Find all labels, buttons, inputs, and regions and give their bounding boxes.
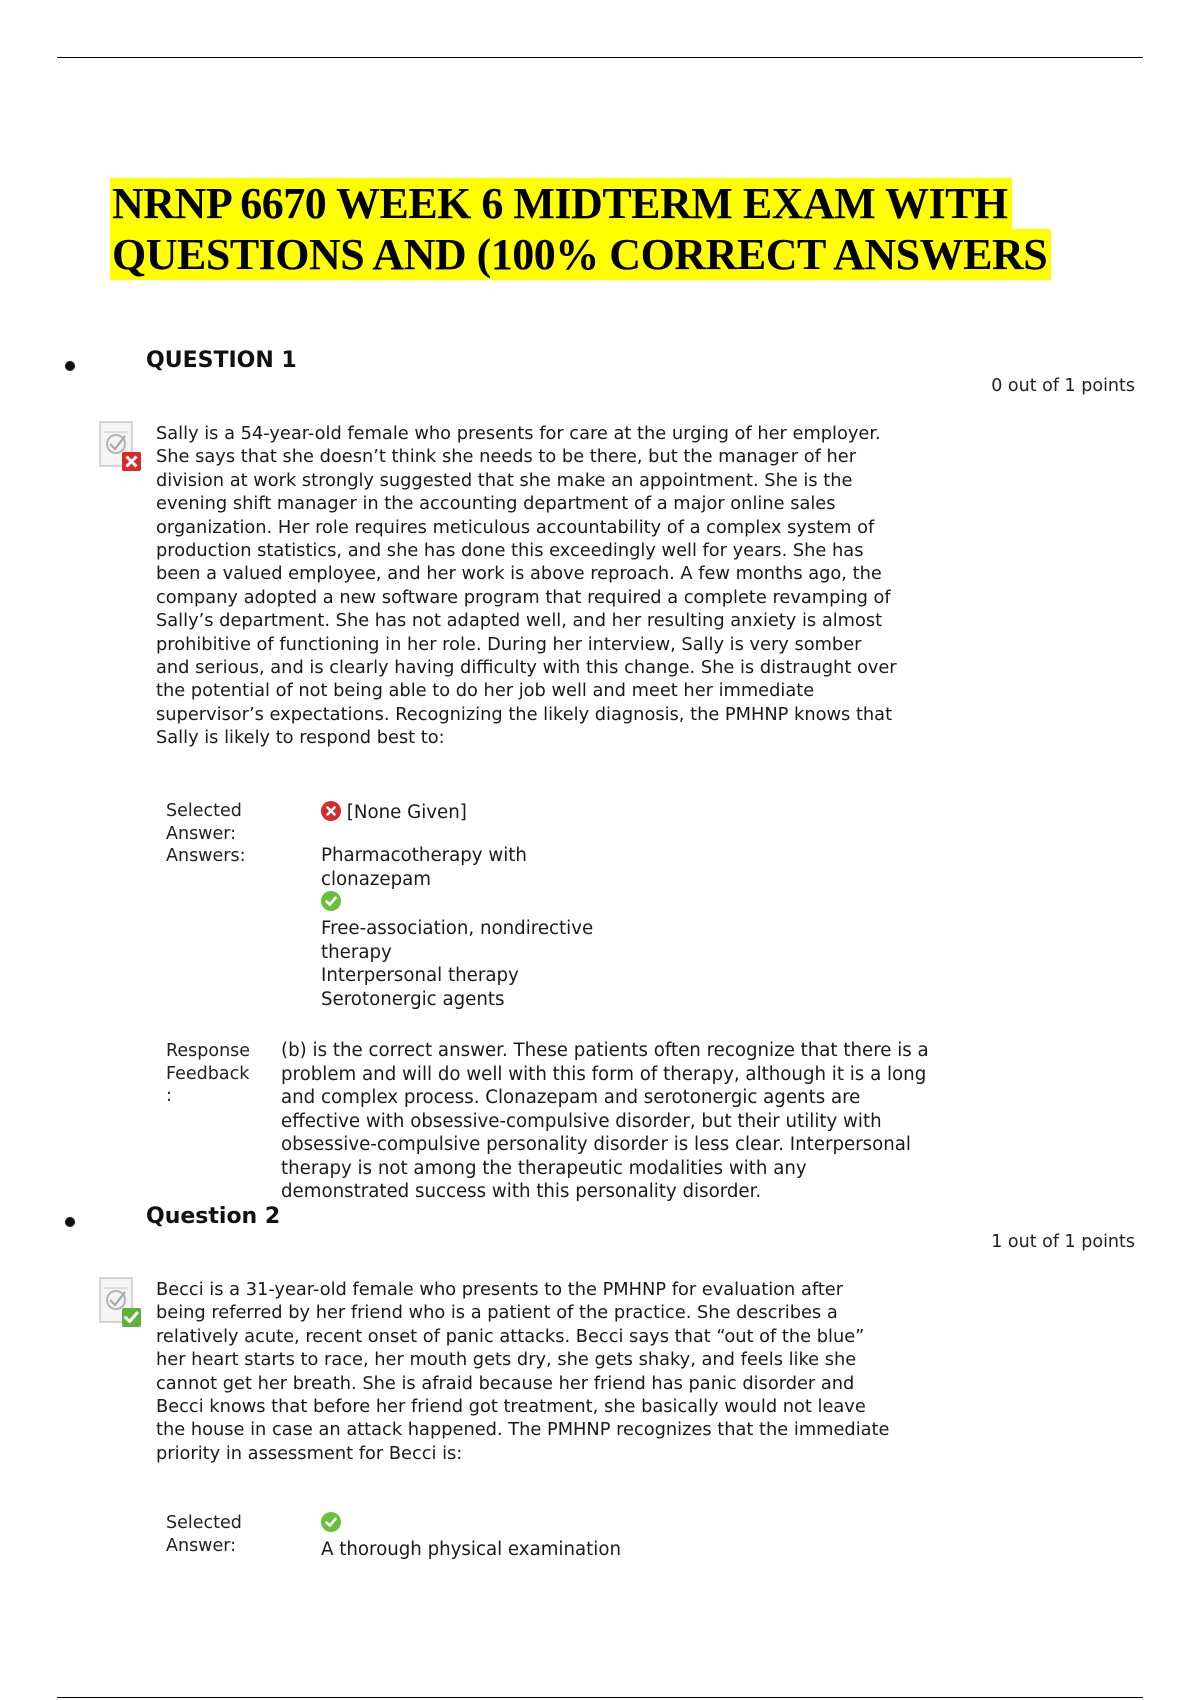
selected-answer-label (166, 800, 276, 845)
question-1-line: organization. Her role requires meticulous accountability of a complex system of (156, 516, 875, 538)
question-2-line: relatively acute, recent onset of panic attacks. Becci says that “out of the blue” (156, 1325, 865, 1347)
correct-mark-icon (321, 891, 341, 911)
question-2-line: Becci is a 31-year-old female who presents to the PMHNP for evaluation after (156, 1279, 844, 1300)
question-1-heading: QUESTION 1 (146, 348, 297, 373)
label-text: Answer: (166, 823, 237, 844)
label-text: Response (166, 1041, 251, 1061)
answer-text: Pharmacotherapy with (321, 845, 527, 866)
answer-text: therapy (321, 941, 392, 963)
feedback-line: demonstrated success with this personality disorder. (281, 1181, 762, 1202)
answer-text: Free-association, nondirective (321, 918, 594, 939)
bullet-question-2 (65, 1217, 75, 1227)
feedback-line: and complex process. Clonazepam and serotonergic agents are (281, 1087, 861, 1108)
selected-answer-text: [None Given] (346, 802, 467, 823)
selected-answer-value (321, 801, 467, 825)
answer-text: clonazepam (321, 868, 431, 890)
answers-label: Answers: (166, 846, 246, 866)
bottom-rule (57, 1697, 1143, 1698)
question-2-line: being referred by her friend who is a patient of the practice. She describes a (156, 1302, 838, 1324)
question-1-points: 0 out of 1 points (991, 376, 1135, 396)
selected-answer-label (166, 1512, 276, 1557)
feedback-line: effective with obsessive-compulsive disorder, but their utility with (281, 1110, 882, 1132)
label-text: Selected (166, 1513, 242, 1533)
question-1-line: Sally is a 54-year-old female who presents for care at the urging of her employer. (156, 423, 881, 444)
selected-answer-text: A thorough physical examination (321, 1539, 621, 1560)
selected-answer-value (321, 1512, 621, 1562)
answer-option-c: Interpersonal therapy (321, 965, 519, 986)
title-line-2: QUESTIONS AND (100% CORRECT ANSWERS (110, 229, 1051, 280)
question-1-line: company adopted a new software program that required a complete revamping of (156, 586, 891, 608)
question-2-line: Becci knows that before her friend got treatment, she basically would not leave (156, 1396, 866, 1418)
question-1-line: production statistics, and she has done this exceedingly well for years. She has (156, 540, 864, 562)
question-1-line: supervisor’s expectations. Recognizing the likely diagnosis, the PMHNP knows that (156, 703, 893, 725)
incorrect-mark-icon (321, 801, 341, 821)
question-1-line: been a valued employee, and her work is above reproach. A few months ago, the (156, 563, 882, 585)
page-title (110, 178, 1051, 280)
question-2-line: the house in case an attack happened. The PMHNP recognizes that the immediate (156, 1419, 890, 1441)
correct-mark-icon (321, 1512, 341, 1532)
feedback-line: problem and will do well with this form of therapy, although it is a long (281, 1063, 927, 1085)
feedback-line: therapy is not among the therapeutic modalities with any (281, 1157, 807, 1179)
label-text: Feedback (166, 1063, 250, 1084)
question-1-line: evening shift manager in the accounting department of a major online sales (156, 493, 836, 515)
question-2-line: cannot get her breath. She is afraid because her friend has panic disorder and (156, 1372, 855, 1394)
bullet-question-1 (65, 361, 75, 371)
question-1-text (156, 422, 996, 750)
correct-answer-marker (321, 891, 593, 917)
top-rule (57, 57, 1143, 58)
answer-option-b (321, 917, 593, 964)
question-2-line: her heart starts to race, her mouth gets dry, she gets shaky, and feels like she (156, 1349, 857, 1371)
question-1-line: She says that she doesn’t think she needs to be there, but the manager of her (156, 446, 857, 468)
feedback-line: (b) is the correct answer. These patients often recognize that there is a (281, 1040, 929, 1061)
label-text: Answer: (166, 1535, 237, 1556)
response-feedback-text (281, 1039, 1016, 1204)
question-incorrect-icon (98, 420, 142, 474)
answer-option-d: Serotonergic agents (321, 988, 505, 1010)
response-feedback-label (166, 1040, 276, 1108)
question-2-line: priority in assessment for Becci is: (156, 1442, 463, 1464)
question-2-heading: Question 2 (146, 1204, 281, 1229)
question-correct-icon (98, 1276, 142, 1330)
answer-option-a (321, 844, 593, 891)
label-text: Selected (166, 801, 242, 821)
answers-list (321, 844, 593, 1011)
question-2-text (156, 1278, 996, 1465)
label-text: : (166, 1086, 172, 1106)
question-1-line: Sally’s department. She has not adapted well, and her resulting anxiety is almost (156, 610, 883, 632)
question-1-line: division at work strongly suggested that she make an appointment. She is the (156, 469, 853, 491)
correct-answer-marker (321, 1512, 621, 1538)
question-1-line: Sally is likely to respond best to: (156, 727, 445, 749)
feedback-line: obsessive-compulsive personality disorder is less clear. Interpersonal (281, 1134, 911, 1155)
question-1-line: the potential of not being able to do her job well and meet her immediate (156, 680, 815, 702)
question-2-points: 1 out of 1 points (991, 1232, 1135, 1252)
question-1-line: and serious, and is clearly having difficulty with this change. She is distraught over (156, 657, 897, 679)
title-line-1: NRNP 6670 WEEK 6 MIDTERM EXAM WITH (110, 178, 1012, 229)
question-1-line: prohibitive of functioning in her role. During her interview, Sally is very somber (156, 633, 862, 655)
